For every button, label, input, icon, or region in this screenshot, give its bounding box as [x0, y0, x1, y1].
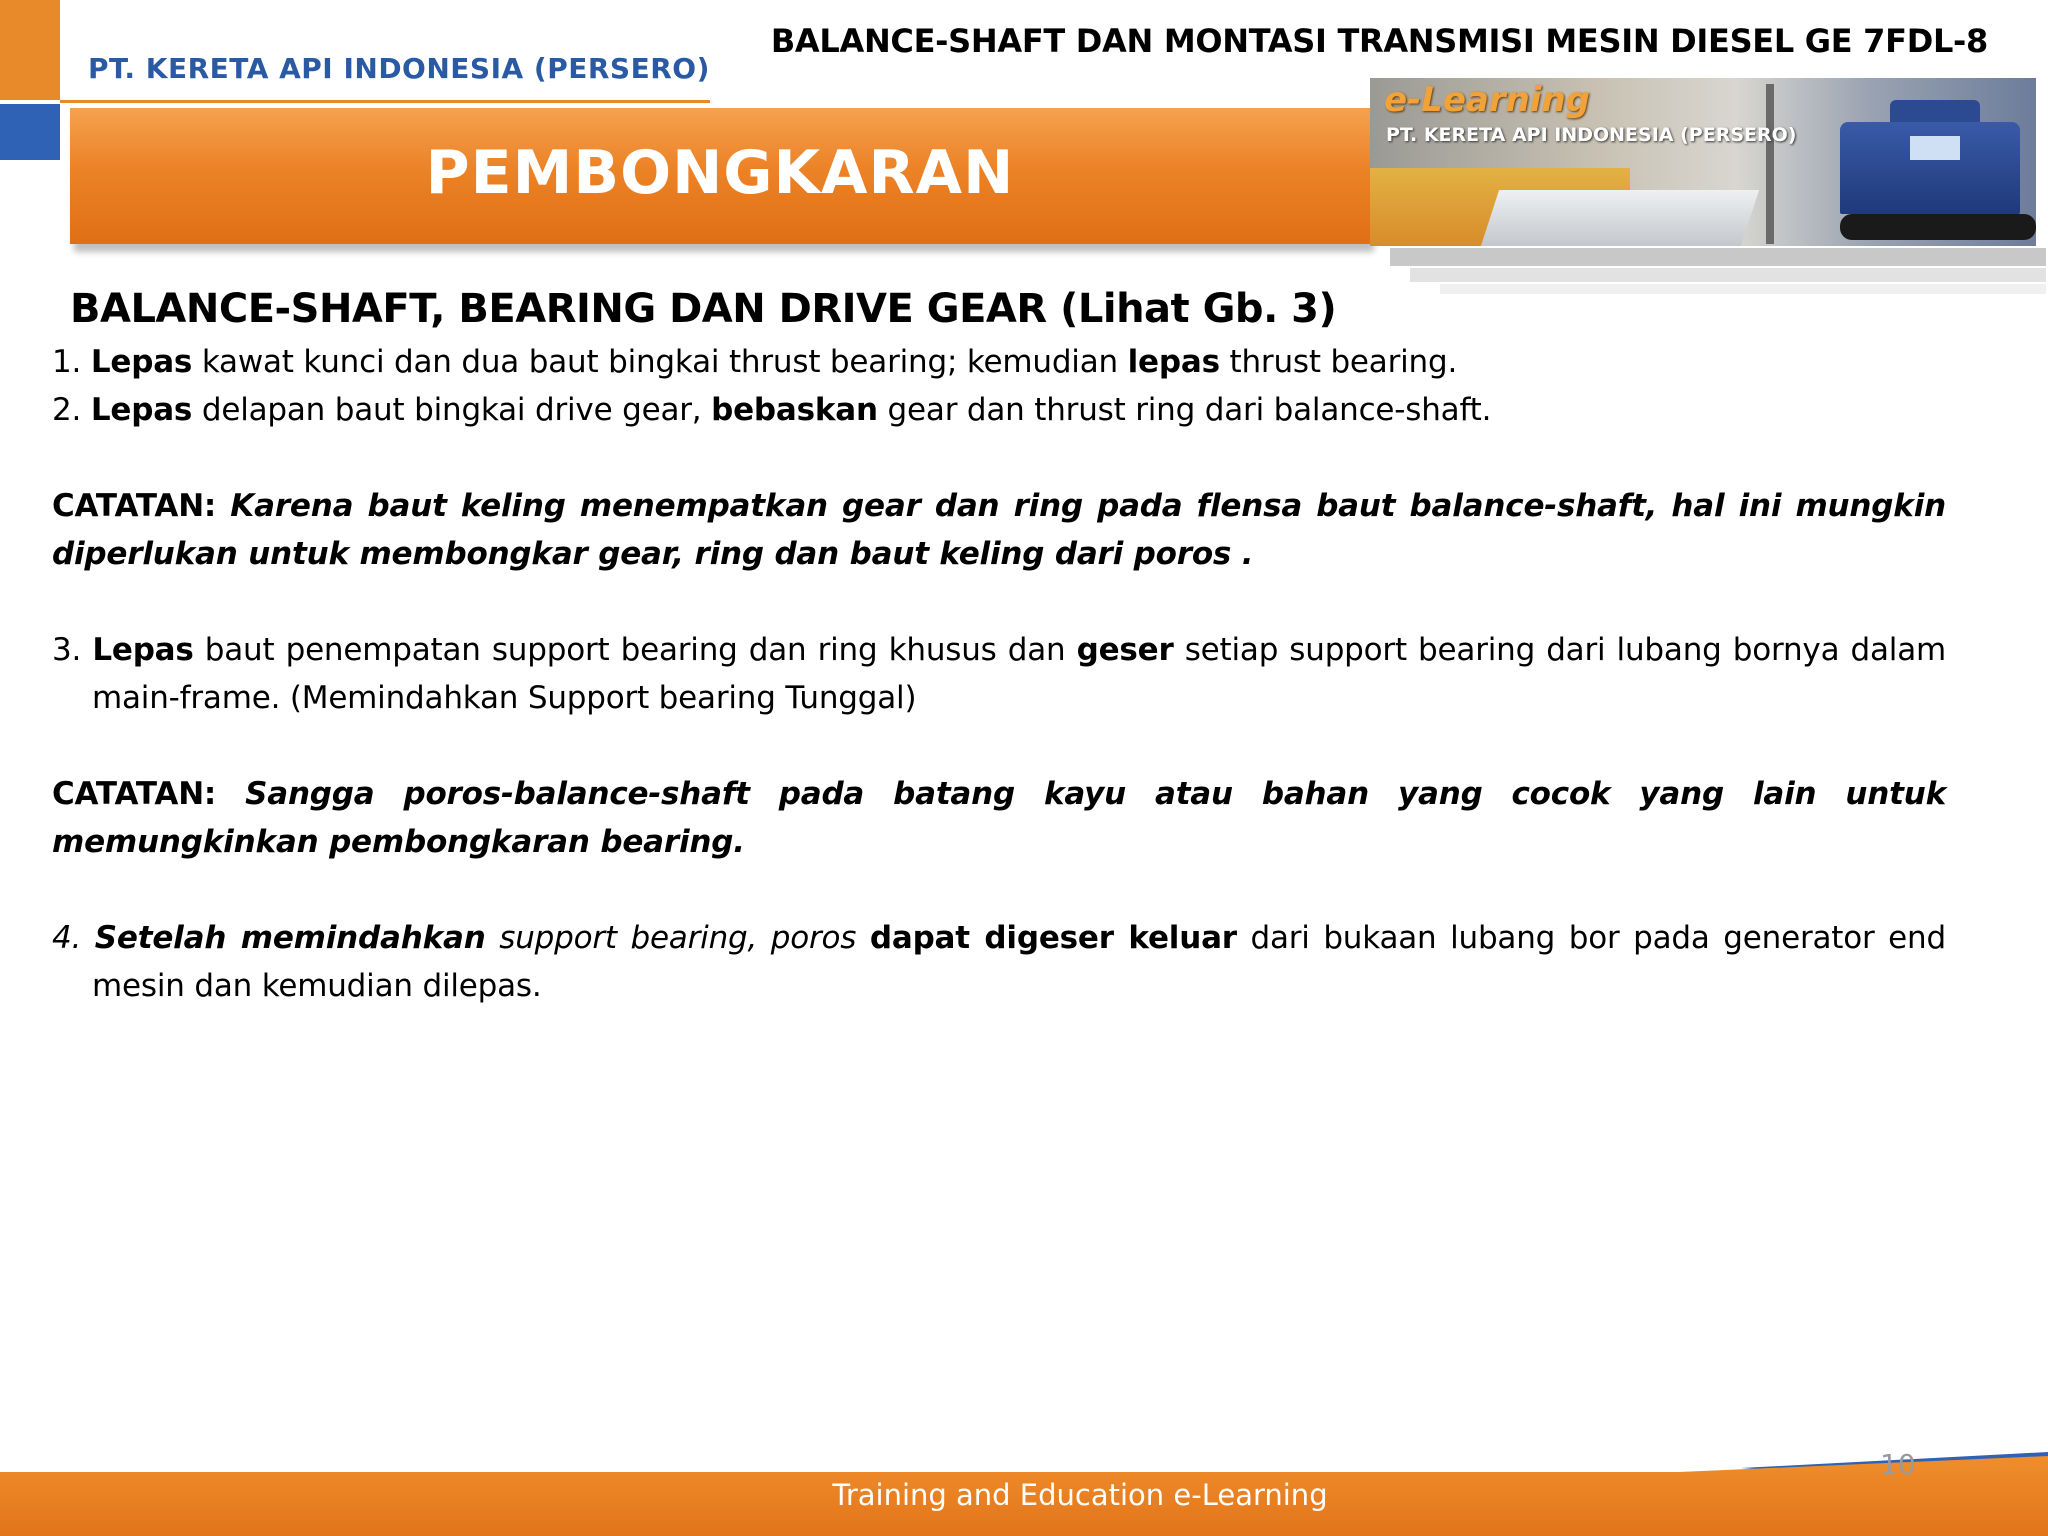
spacer [52, 578, 1946, 626]
note-paragraph [52, 482, 1946, 578]
note-label: CATATAN: [52, 488, 231, 524]
item-emphasis: Lepas [90, 392, 193, 428]
item-emphasis: geser [1076, 632, 1174, 668]
section-banner [70, 108, 1370, 244]
item-emphasis: Lepas [92, 632, 194, 668]
item-number: 1. [52, 344, 91, 380]
elearning-logo-text: e-Learning [1384, 80, 1591, 120]
item-emphasis: dapat digeser keluar [869, 920, 1237, 956]
list-item [52, 626, 1946, 722]
footer-text: Training and Education e-Learning [832, 1478, 1328, 1512]
graphic-shadow [1390, 248, 2046, 266]
item-text: kawat kunci dan dua baut bingkai thrust bearing; kemudian [192, 344, 1128, 380]
section-heading: BALANCE-SHAFT, BEARING DAN DRIVE GEAR (Lihat Gb. 3) [70, 286, 1337, 332]
item-emphasis: bebaskan [711, 392, 878, 428]
note-label: CATATAN: [52, 776, 246, 812]
page-number: 10 [1880, 1448, 1916, 1481]
item-text: gear dan thrust ring dari balance-shaft. [877, 392, 1492, 428]
item-text: setiap support bearing dari lubang bornya dalam main-frame. (Memindahkan Support bearing Tunggal) [92, 632, 1946, 716]
header-corner-orange [0, 0, 60, 100]
elearning-company-text: PT. KERETA API INDONESIA (PERSERO) [1386, 124, 1797, 146]
item-text: delapan baut bingkai drive gear, [192, 392, 712, 428]
elearning-graphic [1370, 78, 2036, 246]
document-title: BALANCE-SHAFT DAN MONTASI TRANSMISI MESIN DIESEL GE 7FDL-8 [770, 22, 1988, 60]
item-text: dari bukaan lubang bor pada generator end mesin dan kemudian dilepas. [92, 920, 1946, 1004]
spacer [52, 434, 1946, 482]
locomotive-window [1910, 136, 1960, 160]
note-text: Karena baut keling menempatkan gear dan ring pada flensa baut balance-shaft, hal ini mungkin diperlukan untuk membongkar gear, ring dan baut keling dari poros . [52, 488, 1946, 572]
spacer [52, 722, 1946, 770]
graphic-shadow [1410, 268, 2046, 282]
item-text: baut penempatan support bearing dan ring khusus dan [193, 632, 1077, 668]
list-item [52, 386, 1946, 434]
header-corner-blue [0, 104, 60, 160]
item-emphasis: Setelah memindahkan [94, 920, 486, 956]
spacer [52, 866, 1946, 914]
footer-blue-stripe [0, 1452, 2048, 1472]
company-name: PT. KERETA API INDONESIA (PERSERO) [88, 52, 710, 85]
item-text: thrust bearing. [1219, 344, 1458, 380]
power-pylon-image [1766, 84, 1774, 244]
list-item [52, 338, 1946, 386]
laptop-keyboard-image [1481, 190, 1759, 246]
note-paragraph [52, 770, 1946, 866]
item-number: 3. [52, 632, 93, 668]
banner-title: PEMBONGKARAN [425, 138, 1015, 208]
item-number: 2. [52, 392, 91, 428]
item-emphasis: lepas [1127, 344, 1220, 380]
locomotive-wheels [1840, 214, 2036, 240]
item-emphasis: Lepas [90, 344, 193, 380]
slide-content [52, 286, 1946, 1010]
header-underline [60, 100, 710, 103]
item-number: 4. [52, 920, 95, 956]
note-text: Sangga poros-balance-shaft pada batang kayu atau bahan yang cocok yang lain untuk memungkinkan pembongkaran bearing. [52, 776, 1946, 860]
item-text-italic: support bearing, poros [485, 920, 870, 956]
list-item [52, 914, 1946, 1010]
